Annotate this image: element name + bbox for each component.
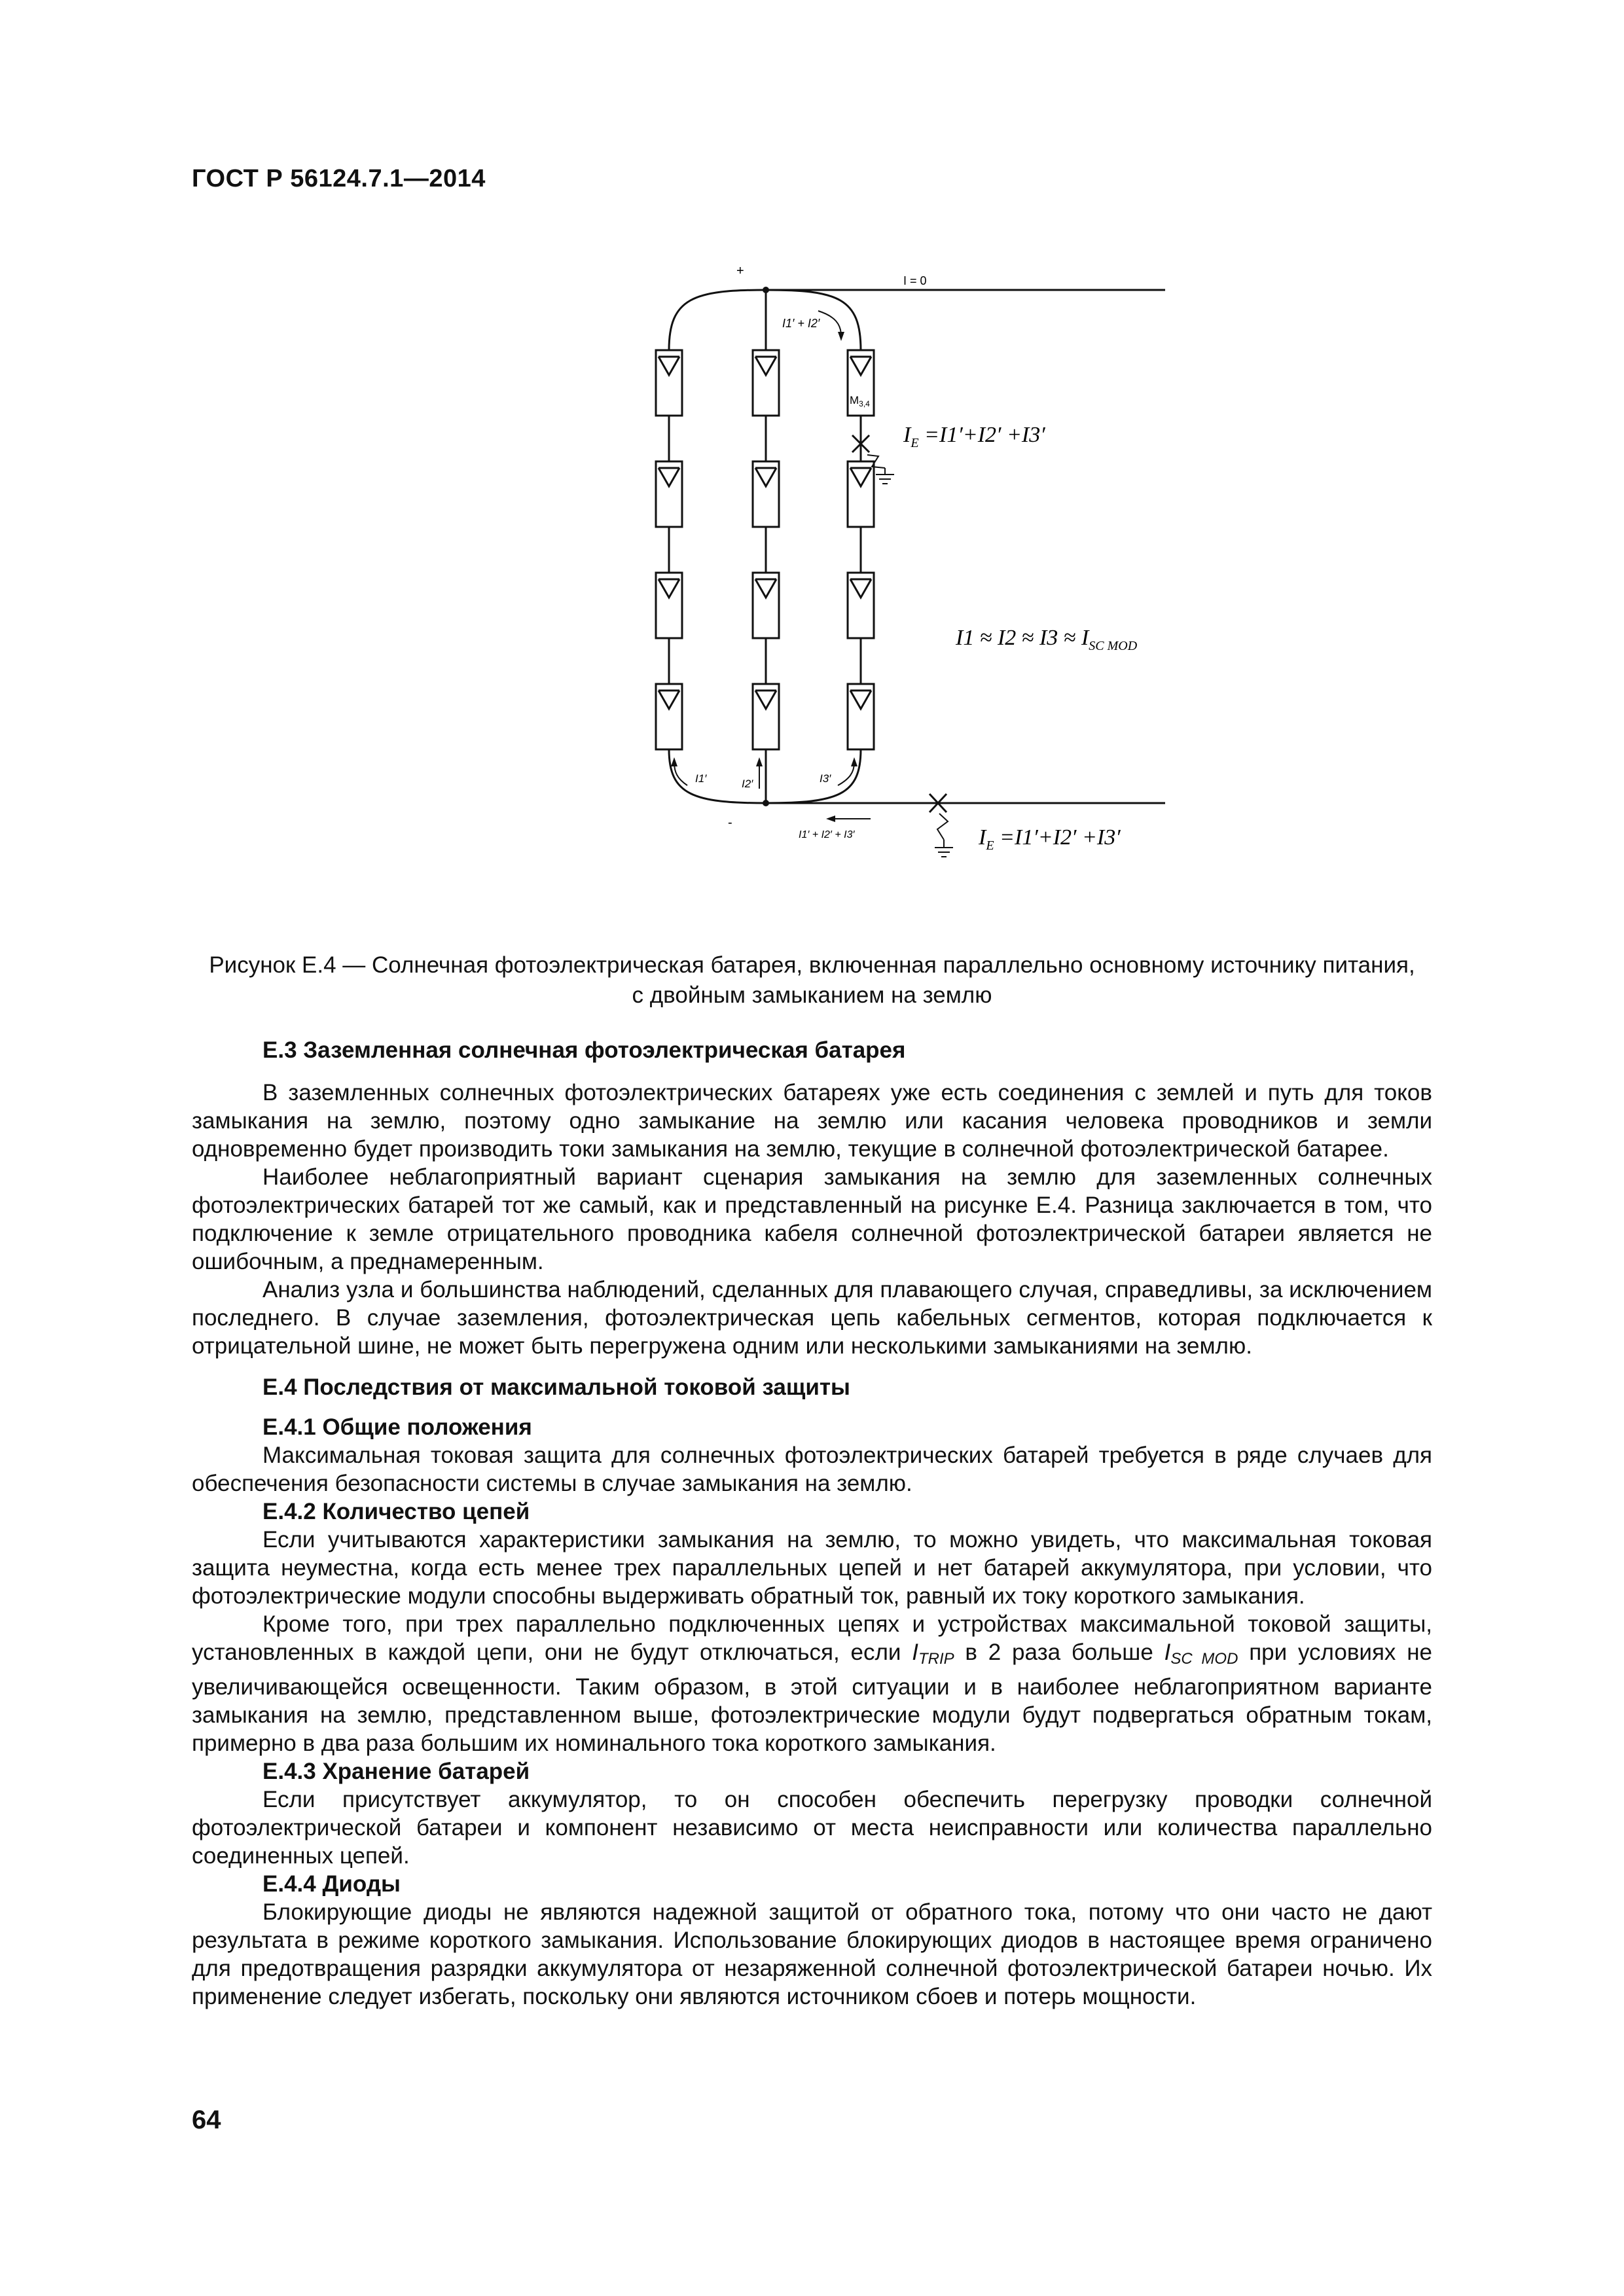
minus-label: - [728, 816, 732, 830]
section-e3-heading: Е.3 Заземленная солнечная фотоэлектрическая батарея [262, 1037, 906, 1063]
top-current-label: I1′ + I2′ [782, 317, 820, 330]
top-bus [669, 287, 1165, 350]
section-e42-paragraph-1: Если учитываются характеристики замыкания на землю, то можно увидеть, что максимальная токовая защита неуместна, когда есть менее трех параллельных цепей и нет батарей аккумулятора, при условии, что фотоэлектрические модули способны выдерживать обратный ток, равный их току короткого замыкания. [192, 1527, 1432, 1609]
module-m34-label: $M_{3,4}$ [850, 394, 870, 408]
string-1 [656, 350, 682, 749]
ground-fault-formula-bottom: $I_E =I1'+I2' +I3'$ [979, 825, 1121, 853]
document-header: ГОСТ Р 56124.7.1—2014 [192, 165, 486, 192]
section-e44-paragraph-1: Блокирующие диоды не являются надежной защитой от обратного тока, потому что они часто не дают результата в режиме короткого замыкания. Использование блокирующих диодов в настоящее время ограничено для предотвращения разрядки аккумулятора от незаряженной солнечной фотоэлектрической батареи ночью. Их применение следует избегать, поскольку они являются источником сбоев и потерь мощности. [192, 1899, 1432, 2009]
circuit-diagram [641, 259, 1178, 887]
section-e4-heading: Е.4 Последствия от максимальной токовой защиты [262, 1374, 850, 1400]
section-e42-paragraph-2: Кроме того, при трех параллельно подключенных цепях и устройствах максимальной токовой защиты, установленных в каждой цепи, они не будут отключаться, если $I_{TRIP}$ в 2 раза больше $I_{SC MOD}$ при условиях не увеличивающейся освещенности. Таким образом, в этой ситуации и в наиболее неблагоприятном варианте замыкания на землю, представленном выше, фотоэлектрические модули будут подвергаться обратным токам, примерно в два раза большим их номинального тока короткого замыкания. [192, 1611, 1432, 1756]
body-text [192, 1036, 1432, 2011]
plus-label: + [736, 264, 744, 278]
string-3 [848, 350, 874, 749]
i-zero-label: I = 0 [903, 274, 927, 287]
section-e42-heading: Е.4.2 Количество цепей [262, 1499, 530, 1524]
figure-caption [192, 950, 1432, 1011]
bottom-i3-label: I3′ [820, 772, 831, 785]
bottom-i1-label: I1′ [695, 772, 707, 785]
section-e3-paragraph-3: Анализ узла и большинства наблюдений, сделанных для плавающего случая, справедливы, за исключением последнего. В случае заземления, фотоэлектрическая цепь кабельных сегментов, которая подключается к отрицательной шине, не может быть перегружена одним или несколькими замыканиями на землю. [192, 1277, 1432, 1359]
section-e3-paragraph-1: В заземленных солнечных фотоэлектрических батареях уже есть соединения с землей и путь для токов замыкания на землю, поэтому одно замыкание на землю или касания человека проводников и земли одновременно будет производить токи замыкания на землю, текущие в солнечной фотоэлектрической батарее. [192, 1080, 1432, 1162]
section-e43-paragraph-1: Если присутствует аккумулятор, то он способен обеспечить перегрузку проводки солнечной фотоэлектрической батареи и компонент независимо от места неисправности или количества параллельно соединенных цепей. [192, 1787, 1432, 1869]
caption-line-1: Рисунок Е.4 — Солнечная фотоэлектрическая батарея, включенная параллельно основному источнику питания, [209, 952, 1415, 978]
section-e43-heading: Е.4.3 Хранение батарей [262, 1759, 530, 1784]
section-e41-paragraph-1: Максимальная токовая защита для солнечных фотоэлектрических батарей требуется в ряде случаев для обеспечения безопасности системы в случае замыкания на землю. [192, 1443, 1432, 1496]
approx-formula: $I1 \approx I2 \approx I3 \approx I_{SC MOD}$ [956, 626, 1138, 653]
circuit-figure [641, 259, 1178, 887]
section-e41-heading: Е.4.1 Общие положения [262, 1414, 532, 1440]
page-number: 64 [192, 2106, 221, 2134]
section-e3-paragraph-2: Наиболее неблагоприятный вариант сценария замыкания на землю для заземленных солнечных фотоэлектрических батарей тот же самый, как и представленный на рисунке Е.4. Разница заключается в том, что подключение к земле отрицательного проводника кабеля солнечной фотоэлектрической батареи является не ошибочным, а преднамеренным. [192, 1164, 1432, 1274]
ground-fault-formula-top: $I_E =I1'+I2' +I3'$ [903, 423, 1045, 450]
caption-line-2: с двойным замыканием на землю [632, 982, 992, 1008]
bottom-sum-label: I1′ + I2′ + I3′ [799, 829, 855, 840]
section-e44-heading: Е.4.4 Диоды [262, 1871, 401, 1897]
bottom-i2-label: I2′ [742, 778, 753, 790]
string-2 [753, 350, 779, 749]
